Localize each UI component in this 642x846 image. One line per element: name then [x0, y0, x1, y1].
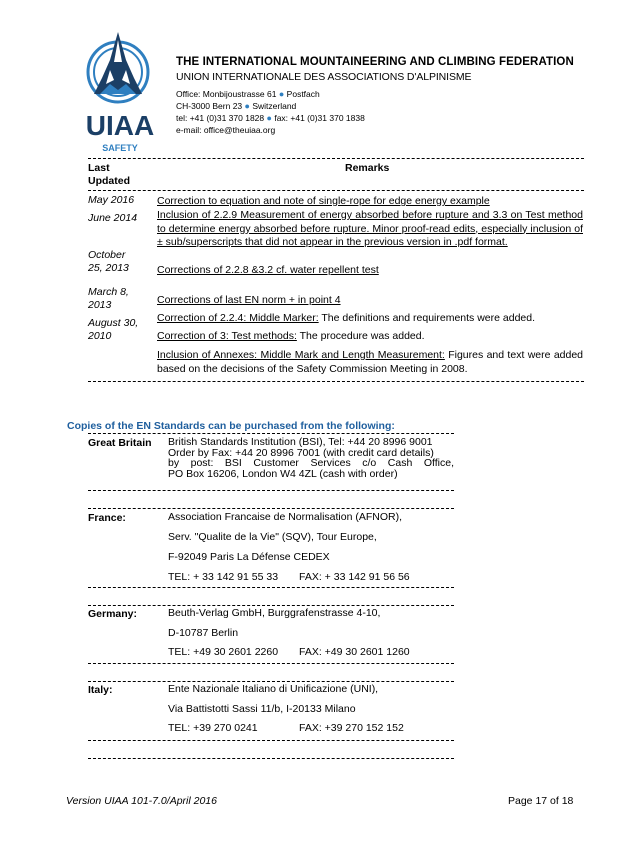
- office-address: Office: Monbijoustrasse 61: [176, 89, 277, 99]
- remark-2016: Correction to equation and note of single-rope for edge energy example: [157, 195, 490, 207]
- date-october-2013: [88, 249, 129, 275]
- org-subtitle: UNION INTERNATIONALE DES ASSOCIATIONS D'ALPINISME: [176, 71, 472, 83]
- remark-text: The procedure was added.: [296, 330, 425, 342]
- date-line: October: [88, 249, 126, 261]
- vendor-uni-fax: FAX: +39 270 152 152: [299, 722, 404, 734]
- vendor-line: PO Box 16206, London W4 4ZL (cash with order): [168, 468, 398, 481]
- vendor-beuth-line: Beuth-Verlag GmbH, Burggrafenstrasse 4-10,: [168, 607, 381, 619]
- vendor-divider: [88, 663, 454, 664]
- vendor-uni-tel: TEL: +39 270 0241: [168, 722, 258, 734]
- office-tel: tel: +41 (0)31 370 1828: [176, 113, 265, 123]
- vendor-divider: [88, 490, 454, 491]
- date-line: March 8,: [88, 286, 129, 298]
- vendor-divider: [88, 605, 454, 606]
- date-line: 2013: [88, 299, 112, 311]
- vendor-uni-line: Via Battistotti Sassi 11/b, I-20133 Milano: [168, 703, 356, 715]
- office-country: Switzerland: [252, 101, 297, 111]
- country-france: France:: [88, 512, 126, 524]
- logo-subtitle: SAFETY: [102, 143, 138, 153]
- country-great-britain: Great Britain: [88, 437, 152, 449]
- vendor-bsi: [168, 437, 454, 480]
- country-germany: Germany:: [88, 608, 138, 620]
- logo-text: UIAA: [85, 110, 155, 141]
- vendor-afnor-line: Association Francaise de Normalisation (AFNOR),: [168, 511, 402, 523]
- column-header-last-updated: [88, 162, 130, 188]
- remark-2010-middle-marker: [157, 312, 583, 326]
- org-title: THE INTERNATIONAL MOUNTAINEERING AND CLIMBING FEDERATION: [176, 56, 574, 68]
- office-city: CH-3000 Bern 23: [176, 101, 243, 111]
- column-header-updated: Updated: [88, 175, 130, 187]
- contact-office: [176, 89, 320, 99]
- vendor-divider: [88, 508, 454, 509]
- footer-page-number: Page 17 of 18: [508, 795, 574, 807]
- vendor-divider: [88, 740, 454, 741]
- contact-city: [176, 101, 296, 111]
- date-may-2016: May 2016: [88, 194, 135, 206]
- date-line: 2010: [88, 330, 112, 342]
- table-top-divider: [88, 158, 584, 159]
- column-header-last: Last: [88, 162, 110, 174]
- date-line: 25, 2013: [88, 262, 129, 274]
- remark-2010-annexes: [157, 349, 583, 376]
- table-bottom-divider: [88, 381, 584, 382]
- mountain-logo-icon: [80, 30, 160, 158]
- vendor-line: British Standards Institution (BSI), Tel: +44 20 8996 9001: [168, 436, 433, 448]
- remark-link: Correction of 3: Test methods:: [157, 330, 297, 342]
- remark-link: Correction of 2.2.4: Middle Marker:: [157, 312, 319, 324]
- office-fax: fax: +41 (0)31 370 1838: [274, 113, 365, 123]
- date-march-2013: [88, 286, 129, 312]
- bullet-icon: ●: [278, 89, 285, 99]
- vendor-beuth-fax: FAX: +49 30 2601 1260: [299, 646, 410, 658]
- vendor-uni-line: Ente Nazionale Italiano di Unificazione (UNI),: [168, 683, 379, 695]
- vendor-line: by post: BSI Customer Services c/o Cash Office,: [168, 457, 454, 470]
- vendor-afnor-fax: FAX: + 33 142 91 56 56: [299, 571, 410, 583]
- remark-link: Inclusion of Annexes: Middle Mark and Length Measurement:: [157, 349, 445, 361]
- vendor-divider: [88, 433, 454, 434]
- vendor-divider: [88, 587, 454, 588]
- vendor-afnor-line: F-92049 Paris La Défense CEDEX: [168, 551, 330, 563]
- bullet-icon: ●: [266, 113, 272, 123]
- bullet-icon: ●: [244, 101, 250, 111]
- vendor-beuth-tel: TEL: +49 30 2601 2260: [168, 646, 279, 658]
- vendor-beuth-line: D-10787 Berlin: [168, 627, 239, 639]
- date-june-2014: June 2014: [88, 212, 138, 224]
- date-august-2010: [88, 317, 138, 343]
- remark-2010-test-methods: [157, 330, 583, 344]
- footer-version: Version UIAA 101-7.0/April 2016: [66, 795, 217, 807]
- vendor-divider: [88, 758, 454, 759]
- table-header-divider: [88, 190, 584, 191]
- contact-phone: [176, 113, 365, 123]
- vendor-afnor-tel: TEL: + 33 142 91 55 33: [168, 571, 279, 583]
- uiaa-logo: [80, 30, 160, 158]
- remark-2014: Inclusion of 2.2.9 Measurement of energy absorbed before rupture and 3.3 on Test method to determine energy absorbed before rupture. Minor proof-read edits, especially inclusion of ± sub/superscripts that did not appear in the previous version in .pdf format.: [157, 209, 583, 248]
- remark-mar-2013: Corrections of last EN norm + in point 4: [157, 294, 341, 306]
- remark-oct-2013: Corrections of 2.2.8 &3.2 cf. water repellent test: [157, 264, 379, 276]
- vendor-line: Order by Fax: +44 20 8996 7001 (with credit card details): [168, 446, 434, 459]
- remark-text: The definitions and requirements were added.: [318, 312, 536, 324]
- column-header-remarks: Remarks: [345, 162, 390, 174]
- vendor-afnor-line: Serv. "Qualite de la Vie" (SQV), Tour Europe,: [168, 531, 377, 543]
- date-line: August 30,: [88, 317, 139, 329]
- copies-title: Copies of the EN Standards can be purchased from the following:: [67, 420, 395, 432]
- vendor-divider: [88, 681, 454, 682]
- remark-text: Figures and text were added based on the decisions of the Safety Commission Meeting in 2008.: [157, 349, 584, 375]
- office-postbox: Postfach: [286, 89, 320, 99]
- country-italy: Italy:: [88, 684, 113, 696]
- contact-email: e-mail: office@theuiaa.org: [176, 125, 276, 135]
